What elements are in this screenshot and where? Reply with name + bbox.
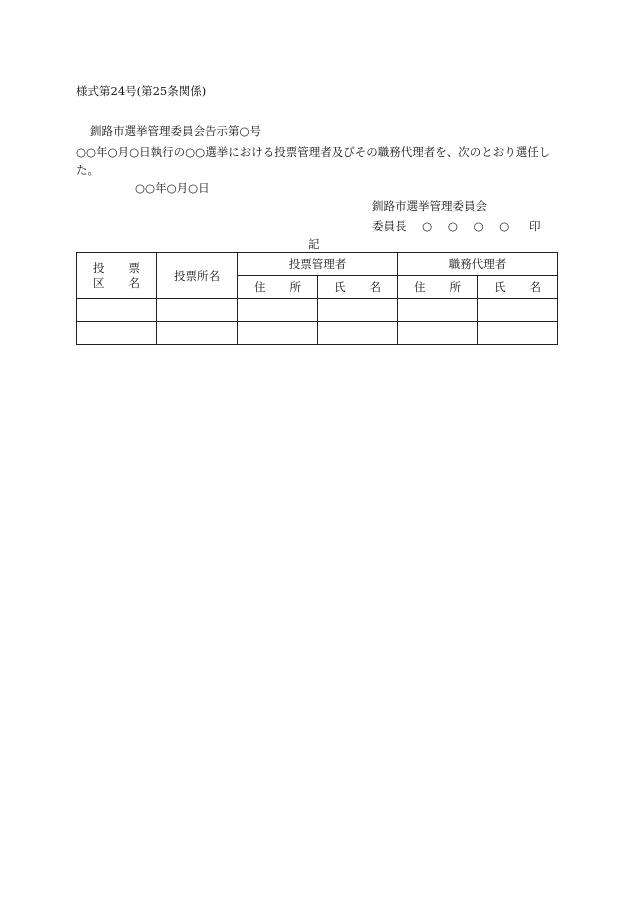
header-deputy-address: 住 所 bbox=[398, 276, 478, 299]
table-cell bbox=[157, 322, 238, 345]
table-cell bbox=[77, 322, 157, 345]
header-manager-name: 氏 名 bbox=[318, 276, 398, 299]
table-cell bbox=[398, 322, 478, 345]
name-mark: ○ bbox=[422, 219, 433, 233]
record-label: 記 bbox=[308, 237, 320, 251]
table-cell bbox=[318, 322, 398, 345]
seal-mark: 印 bbox=[528, 219, 541, 233]
header-deputy: 職務代理者 bbox=[398, 253, 558, 276]
header-manager-address: 住 所 bbox=[238, 276, 318, 299]
table-row bbox=[77, 322, 558, 345]
header-manager: 投票管理者 bbox=[238, 253, 398, 276]
table-header-row bbox=[77, 253, 558, 276]
table-cell bbox=[478, 299, 558, 322]
issuer-name: 釧路市選挙管理委員会 bbox=[372, 199, 487, 213]
table-row bbox=[77, 299, 558, 322]
appointment-table bbox=[76, 252, 558, 345]
chair-signature-line bbox=[372, 219, 540, 233]
chair-name-placeholders bbox=[410, 219, 509, 233]
header-polling-place: 投票所名 bbox=[157, 253, 238, 299]
name-mark: ○ bbox=[473, 219, 484, 233]
notice-date: ○○年○月○日 bbox=[135, 181, 210, 195]
table-cell bbox=[157, 299, 238, 322]
table-cell bbox=[238, 299, 318, 322]
table-cell bbox=[398, 299, 478, 322]
name-mark: ○ bbox=[499, 219, 510, 233]
notice-body: ○○年○月○日執行の○○選挙における投票管理者及びその職務代理者を、次のとおり選任した。 bbox=[76, 145, 551, 177]
table-cell bbox=[318, 299, 398, 322]
header-district: 投 票 区 名 bbox=[77, 253, 157, 299]
header-deputy-name: 氏 名 bbox=[478, 276, 558, 299]
notice-title: 釧路市選挙管理委員会告示第○号 bbox=[90, 124, 262, 138]
chair-title: 委員長 bbox=[372, 219, 407, 233]
table-cell bbox=[478, 322, 558, 345]
name-mark: ○ bbox=[447, 219, 458, 233]
table-cell bbox=[238, 322, 318, 345]
form-number: 様式第24号(第25条関係) bbox=[76, 84, 207, 98]
table-cell bbox=[77, 299, 157, 322]
